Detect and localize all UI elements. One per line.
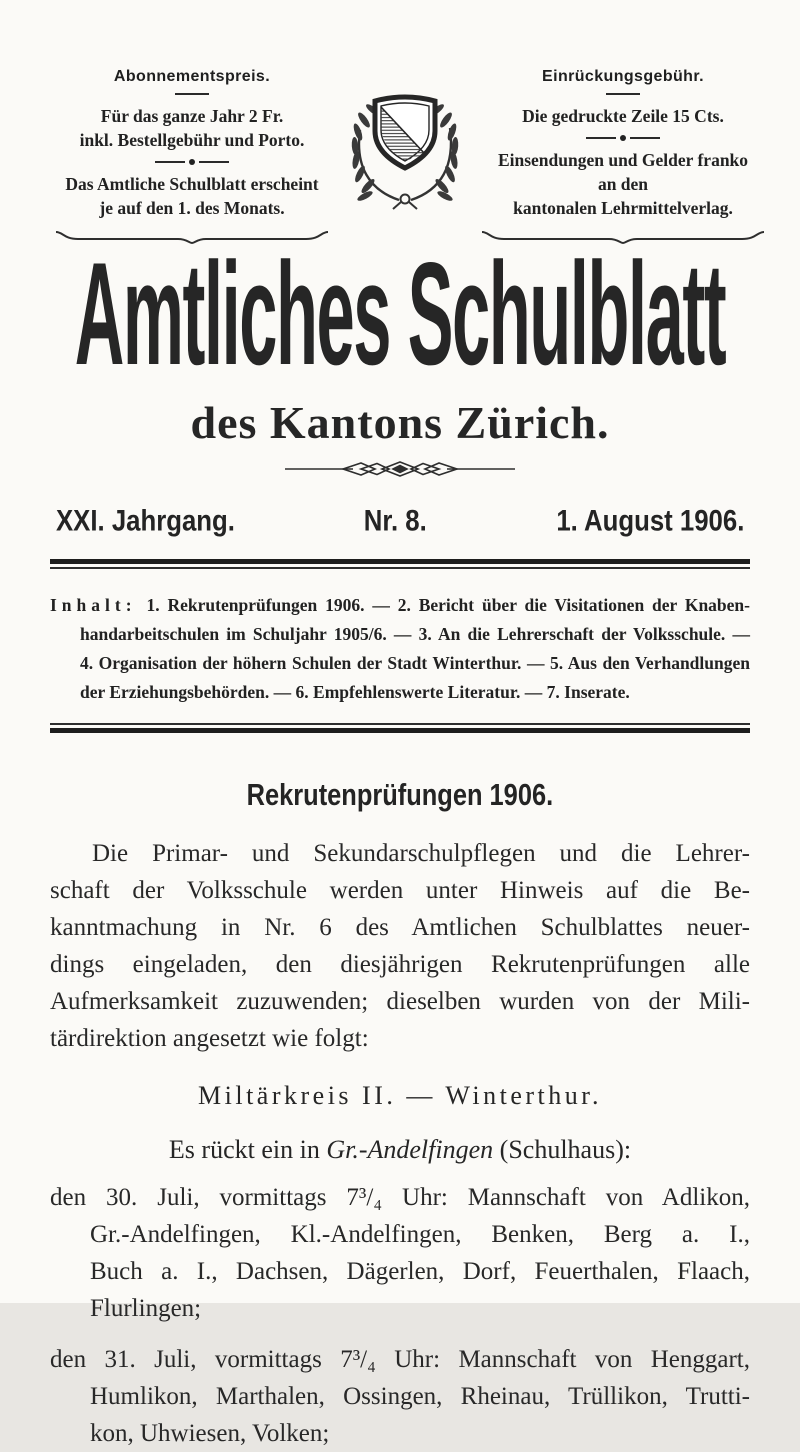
masthead xyxy=(0,0,800,244)
paragraph-line: kanntmachung in Nr. 6 des Amtlichen Schulblattes neuer- xyxy=(50,914,750,941)
page-subtitle: des Kantons Zürich. xyxy=(190,397,610,448)
schedule-entry xyxy=(50,1341,750,1452)
military-district-heading: Miltärkreis II. — Winterthur. xyxy=(198,1081,602,1110)
paragraph-line: tärdirektion angesetzt wie folgt: xyxy=(50,1025,369,1052)
entry-line: den 31. Juli, vormittags 7³/₄ Uhr: Mannschaft von Henggart, xyxy=(50,1346,750,1373)
schedule-entry xyxy=(50,1179,750,1327)
dash-dot-divider xyxy=(478,134,768,141)
entry-line: den 30. Juli, vormittags 7³/₄ Uhr: Mannschaft von Adlikon, xyxy=(50,1184,750,1211)
intro-text: Es rückt ein in xyxy=(168,1135,327,1164)
insertion-fee-title: Einrückungsgebühr. xyxy=(542,68,704,85)
double-rule xyxy=(50,723,750,733)
table-of-contents xyxy=(50,591,750,707)
entry-line: Humlikon, Marthalen, Ossingen, Rheinau, Trüllikon, Trutti- xyxy=(90,1383,750,1410)
entry-line: Flurlingen; xyxy=(90,1295,202,1322)
remittance-line: an den xyxy=(597,174,649,194)
subscription-line: Für das ganze Jahr 2 Fr. xyxy=(100,106,284,126)
publication-line: Das Amtliche Schulblatt erscheint xyxy=(65,174,319,194)
paragraph-line: dings eingeladen, den diesjährigen Rekrutenprüfungen alle xyxy=(50,951,750,978)
toc-line xyxy=(50,591,750,620)
article-heading: Rekrutenprüfungen 1906. xyxy=(246,777,554,812)
divider xyxy=(175,93,209,95)
publication-line: je auf den 1. des Monats. xyxy=(99,198,285,218)
insertion-fee-box xyxy=(478,68,768,244)
fee-line: Die gedruckte Zeile 15 Cts. xyxy=(522,106,724,126)
entry-line: Buch a. I., Dachsen, Dägerlen, Dorf, Feuerthalen, Flaach, xyxy=(90,1258,750,1285)
remittance-line: kantonalen Lehrmittelverlag. xyxy=(513,198,733,218)
zurich-coat-of-arms-icon xyxy=(332,68,478,212)
toc-line: der Erziehungsbehörden. — 6. Empfehlenswerte Literatur. — 7. Inserate. xyxy=(80,682,630,702)
toc-line: 4. Organisation der höhern Schulen der Stadt Winterthur. — 5. Aus den Verhandlungen xyxy=(80,653,750,673)
toc-line: handarbeitschulen im Schuljahr 1905/6. — 3. An die Lehrerschaft der Volksschule. — xyxy=(80,624,750,644)
location-name: Gr.-Andelfingen xyxy=(326,1135,494,1164)
page-title: Amtliches Schulblatt xyxy=(74,232,726,395)
volume-label: XXI. Jahrgang. xyxy=(56,504,235,537)
issue-number: Nr. 8. xyxy=(363,504,427,537)
article-paragraph xyxy=(50,835,750,1057)
issue-date: 1. August 1906. xyxy=(555,504,744,537)
dash-dot-divider xyxy=(52,158,332,165)
divider xyxy=(606,93,640,95)
remittance-line: Einsendungen und Gelder franko xyxy=(497,150,749,170)
assembly-location-line xyxy=(50,1135,750,1165)
entry-line: kon, Uhwiesen, Volken; xyxy=(90,1420,330,1447)
subscription-price-box xyxy=(52,68,332,244)
issue-line xyxy=(56,505,744,537)
intro-text: (Schulhaus): xyxy=(493,1135,632,1164)
toc-label: Inhalt: xyxy=(50,595,137,615)
entry-line: Gr.-Andelfingen, Kl.-Andelfingen, Benken, Berg a. I., xyxy=(90,1221,750,1248)
paragraph-line: schaft der Volksschule werden unter Hinweis auf die Be- xyxy=(50,877,750,904)
subscription-line: inkl. Bestellgebühr und Porto. xyxy=(79,130,305,150)
paragraph-line: Aufmerksamkeit zuzuwenden; dieselben wurden von der Mili- xyxy=(50,988,750,1015)
paragraph-line: Die Primar- und Sekundarschulpflegen und die Lehrer- xyxy=(92,840,750,867)
diamond-chain-ornament xyxy=(285,459,515,479)
toc-text: 1. Rekrutenprüfungen 1906. — 2. Bericht über die Visitationen der Knaben- xyxy=(146,595,750,615)
subscription-price-title: Abonnementspreis. xyxy=(113,68,271,85)
double-rule xyxy=(50,559,750,569)
